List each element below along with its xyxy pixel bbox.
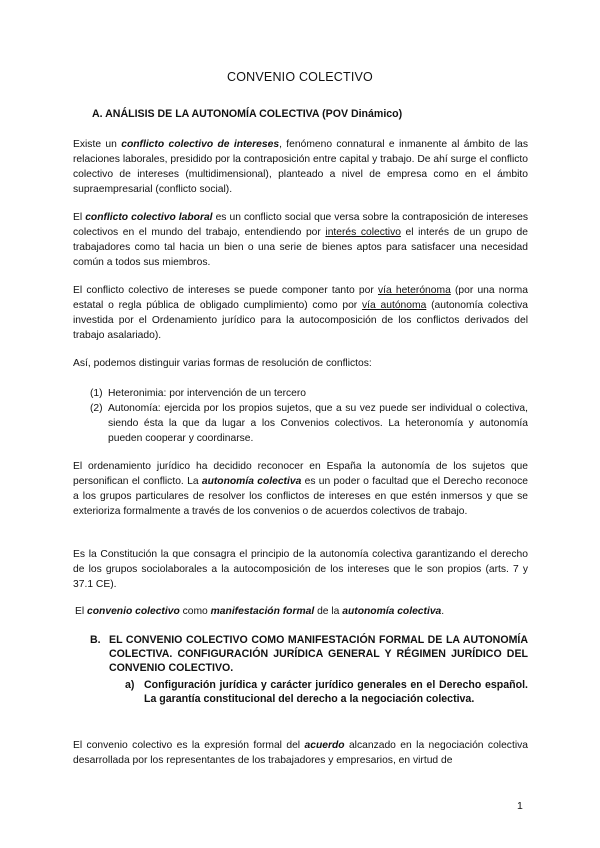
paragraph-constitucion: Es la Constitución la que consagra el principio de la autonomía colectiva garantizando el derecho de los grupos sociolaborales a la autocomposición de los intereses que le son propios (arts. 7 y 37.1 CE). bbox=[73, 549, 528, 590]
section-a-heading: A. ANÁLISIS DE LA AUTONOMÍA COLECTIVA (POV Dinámico) bbox=[92, 108, 403, 120]
p3-text-c: (por una norma estatal o regla pública de obligado cumplimiento) como por bbox=[73, 285, 528, 311]
p7-term-manifestacion-formal: manifestación formal bbox=[210, 606, 315, 617]
section-b-number: B. bbox=[90, 634, 101, 646]
paragraph-convenio-manifestacion bbox=[75, 604, 530, 619]
list-item-text: Autonomía: ejercida por los propios sujetos, que a su vez puede ser individual o colectiva, siendo ésta la que da lugar a los Convenios colectivos. La heteronomía y autonomía pueden cooperar y coordinarse. bbox=[108, 403, 528, 444]
p8-text-a: El convenio colectivo es la expresión formal del bbox=[73, 740, 305, 751]
p7-text-g: . bbox=[441, 606, 445, 617]
list-item bbox=[90, 386, 528, 401]
paragraph-formas-resolucion: Así, podemos distinguir varias formas de resolución de conflictos: bbox=[73, 358, 372, 369]
list-item-text: Heteronimia: por intervención de un tercero bbox=[108, 388, 307, 399]
p2-term-conflicto-colectivo-laboral: conflicto colectivo laboral bbox=[85, 212, 213, 223]
p7-text-a: El bbox=[75, 606, 88, 617]
paragraph-ordenamiento-juridico bbox=[73, 459, 528, 519]
subsection-a-number: a) bbox=[125, 679, 135, 691]
paragraph-convenio-expresion bbox=[73, 738, 528, 768]
p7-term-autonomia-colectiva: autonomía colectiva bbox=[342, 606, 442, 617]
subsection-a-heading bbox=[125, 678, 528, 706]
p1-text-c: , fenómeno connatural e inmanente al ámbito de las relaciones laborales, presidido por la contraposición entre capital y trabajo. De ahí surge el conflicto colectivo de intereses (multidimensional), planteado a nivel de empresa como en el ámbito supraempresarial (conflicto social). bbox=[73, 139, 529, 195]
p2-term-interes-colectivo: interés colectivo bbox=[325, 227, 401, 238]
p3-term-via-heteronoma: vía heterónoma bbox=[377, 285, 451, 296]
p3-term-via-autonoma: vía autónoma bbox=[362, 300, 427, 311]
p1-term-conflicto-colectivo-intereses: conflicto colectivo de intereses bbox=[121, 139, 280, 150]
p8-text-c: alcanzado en la negociación colectiva desarrollada por los representantes de los trabajadores y empresarios, en virtud de bbox=[73, 740, 528, 766]
p5-text-a: El ordenamiento jurídico ha decidido reconocer en España la autonomía de los sujetos que personifican el conflicto. La bbox=[73, 461, 528, 487]
subsection-a-text: Configuración jurídica y carácter jurídico generales en el Derecho español. La garantía constitucional del derecho a la negociación colectiva. bbox=[144, 679, 528, 705]
p5-term-autonomia-colectiva: autonomía colectiva bbox=[201, 476, 302, 487]
p7-term-convenio-colectivo: convenio colectivo bbox=[87, 606, 180, 617]
p7-text-c: como bbox=[179, 606, 211, 617]
section-b-text: EL CONVENIO COLECTIVO COMO MANIFESTACIÓN FORMAL DE LA AUTONOMÍA COLECTIVA. CONFIGURACIÓN JURÍDICA GENERAL Y RÉGIMEN JURÍDICO DEL CONVENIO COLECTIVO. bbox=[109, 634, 528, 674]
p1-text-a: Existe un bbox=[73, 139, 122, 150]
p2-text-a: El bbox=[73, 212, 86, 223]
p5-text-c: es un poder o facultad que el Derecho reconoce a los grupos particulares de resolver los conflictos de intereses en que estén inmersos y que se exterioriza formalmente a través de los convenios o de acuerdos colectivos de trabajo. bbox=[73, 476, 528, 517]
paragraph-conflicto-laboral bbox=[73, 210, 528, 270]
document-title: CONVENIO COLECTIVO bbox=[227, 70, 373, 84]
p3-text-a: El conflicto colectivo de intereses se puede componer tanto por bbox=[73, 285, 378, 296]
p3-text-e: (autonomía colectiva investida por el Ordenamiento jurídico para la autocomposición de los conflictos derivados del trabajo asalariado). bbox=[73, 300, 528, 341]
paragraph-vias-composicion bbox=[73, 283, 528, 343]
p2-text-c: es un conflicto social que versa sobre la contraposición de intereses colectivos en el mundo del trabajo, entendiendo por bbox=[73, 212, 528, 238]
list-item-number: (2) bbox=[90, 403, 103, 414]
list-item bbox=[90, 401, 528, 446]
page-number: 1 bbox=[517, 800, 523, 812]
list-item-number: (1) bbox=[90, 388, 103, 399]
p2-text-e: el interés de un grupo de trabajadores como tal hacia un bien o una serie de bienes aptos para satisfacer una necesidad común a todos sus miembros. bbox=[73, 227, 529, 268]
p8-term-acuerdo: acuerdo bbox=[304, 740, 345, 751]
p7-text-e: de la bbox=[314, 606, 343, 617]
paragraph-conflicto-intereses bbox=[73, 137, 528, 197]
section-b-heading bbox=[90, 633, 528, 675]
